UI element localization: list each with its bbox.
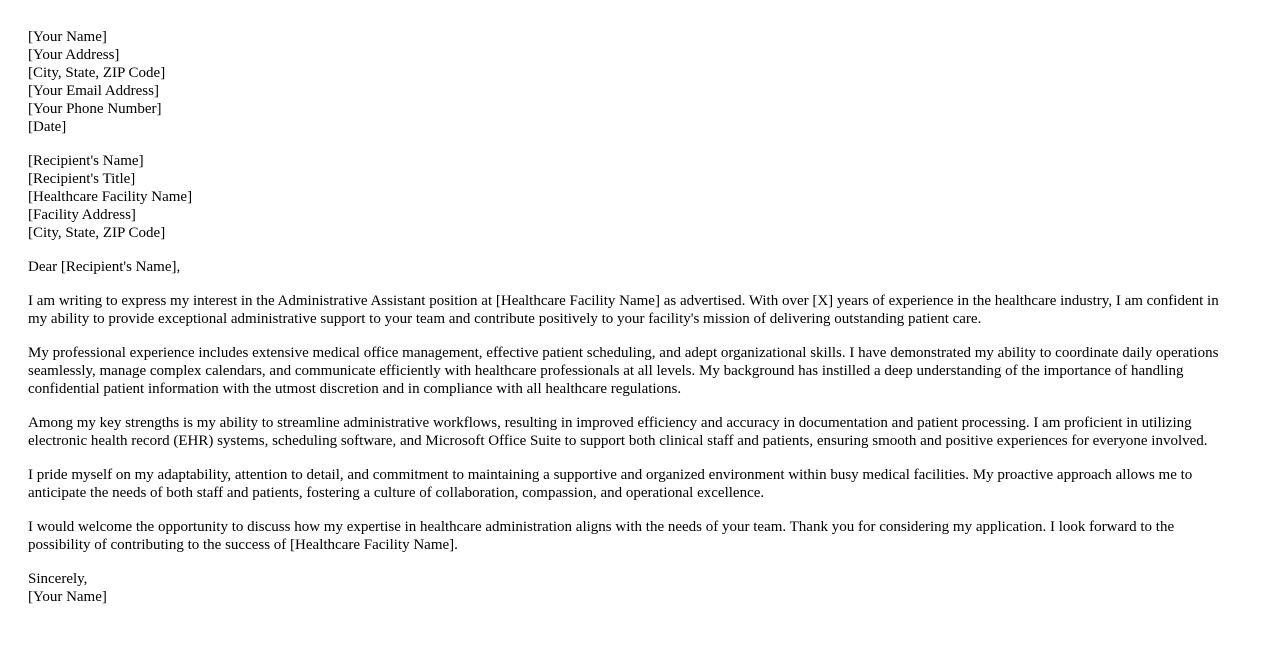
recipient-facility-name: [Healthcare Facility Name] xyxy=(28,189,193,205)
recipient-city-state-zip: [City, State, ZIP Code] xyxy=(28,225,166,241)
body-paragraph-2: My professional experience includes extensive medical office management, effective patient scheduling, and adept organizational skills. I have demonstrated my ability to coordinate daily operations seamlessly, manage complex calendars, and communicate efficiently with healthcare professionals at all levels. My background has instilled a deep understanding of the importance of handling confidential patient information with the utmost discretion and in compliance with all healthcare regulations. xyxy=(28,345,1219,397)
sender-phone: [Your Phone Number] xyxy=(28,101,162,117)
sender-name: [Your Name] xyxy=(28,29,107,45)
salutation: Dear [Recipient's Name], xyxy=(28,259,181,275)
body-paragraph-4: I pride myself on my adaptability, attention to detail, and commitment to maintaining a supportive and organized environment within busy medical facilities. My proactive approach allows me to anticipate the needs of both staff and patients, fostering a culture of collaboration, compassion, and operational excellence. xyxy=(28,467,1193,501)
recipient-title: [Recipient's Title] xyxy=(28,171,136,187)
sender-block xyxy=(28,28,1238,136)
body-paragraph-1: I am writing to express my interest in the Administrative Assistant position at [Healthcare Facility Name] as advertised. With over [X] years of experience in the healthcare industry, I am confident in my ability to provide exceptional administrative support to your team and contribute positively to your facility's mission of delivering outstanding patient care. xyxy=(28,293,1219,327)
recipient-block xyxy=(28,152,1238,242)
signature-name: [Your Name] xyxy=(28,589,107,605)
recipient-name: [Recipient's Name] xyxy=(28,153,144,169)
body-paragraph-3: Among my key strengths is my ability to streamline administrative workflows, resulting in improved efficiency and accuracy in documentation and patient processing. I am proficient in utilizing electronic health record (EHR) systems, scheduling software, and Microsoft Office Suite to support both clinical staff and patients, ensuring smooth and positive experiences for everyone involved. xyxy=(28,415,1208,449)
letter-page xyxy=(28,28,1238,622)
sender-city-state-zip: [City, State, ZIP Code] xyxy=(28,65,166,81)
valediction: Sincerely, xyxy=(28,571,88,587)
recipient-facility-address: [Facility Address] xyxy=(28,207,136,223)
letter-date: [Date] xyxy=(28,119,67,135)
body-paragraph-5: I would welcome the opportunity to discuss how my expertise in healthcare administration aligns with the needs of your team. Thank you for considering my application. I look forward to the possibility of contributing to the success of [Healthcare Facility Name]. xyxy=(28,519,1175,553)
sender-email: [Your Email Address] xyxy=(28,83,159,99)
sender-address: [Your Address] xyxy=(28,47,120,63)
closing-block xyxy=(28,570,1238,606)
